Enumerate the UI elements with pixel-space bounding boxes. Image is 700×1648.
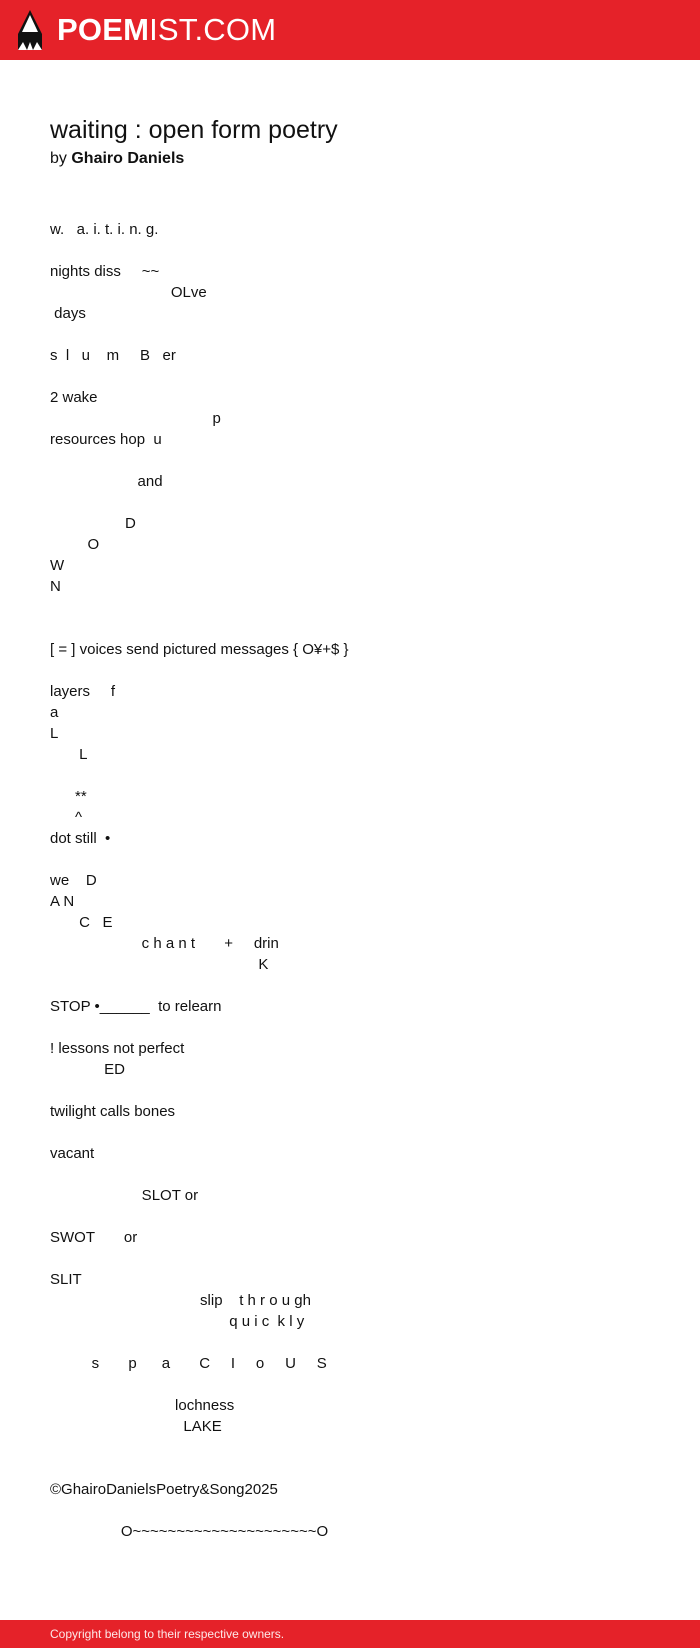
by-label: by: [50, 150, 67, 167]
byline: [50, 148, 184, 170]
logo-text-bold: POEM: [57, 12, 150, 47]
site-header: [0, 0, 700, 60]
poem-body: w. a. i. t. i. n. g. nights diss ~~ OLve days s l u m B er 2 wake p resources hop u and D O W N [ = ] voices send pictured messages { O¥+$ } layers f a L L ** ^ dot still • we D A N C E c h a n t + drin K STOP •______ to relearn ! lessons not perfect ED twilight calls bones vacant SLOT or SWOT or SLIT slip t h r o u gh q u i c k l y s p a C I o U S lochness LAKE ©GhairoDanielsPoetry&Song2025 O~~~~~~~~~~~~~~~~~~~~~O: [50, 221, 349, 1540]
copyright-text: Copyright belong to their respective owners.: [50, 1627, 285, 1641]
logo-text: [57, 10, 276, 50]
pencil-icon: [17, 10, 43, 50]
site-footer: [0, 1620, 700, 1648]
poem-title: waiting : open form poetry: [50, 116, 338, 144]
site-logo[interactable]: [17, 10, 276, 50]
author-name[interactable]: Ghairo Daniels: [71, 150, 185, 167]
logo-text-light: IST.COM: [149, 12, 277, 47]
